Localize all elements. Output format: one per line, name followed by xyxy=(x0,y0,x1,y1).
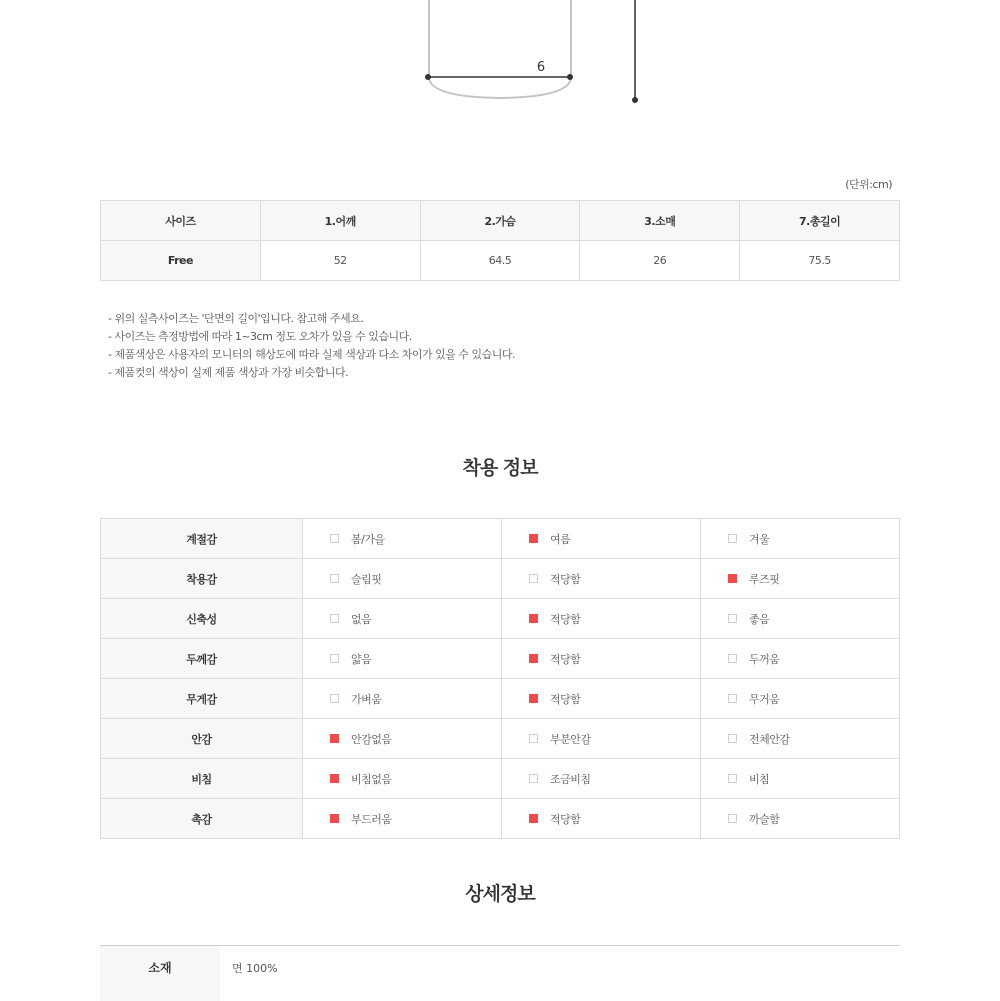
fit-option-label: 무거움 xyxy=(749,692,780,706)
fit-row xyxy=(101,799,900,839)
unchecked-box-icon xyxy=(529,774,538,783)
note-line: - 위의 실측사이즈는 '단면의 길이'입니다. 참고해 주세요. xyxy=(108,312,364,325)
fit-category-label: 두께감 xyxy=(101,639,303,679)
size-header-cell: 3.소매 xyxy=(580,201,740,241)
checked-box-icon xyxy=(529,814,538,823)
fit-option-label: 봄/가을 xyxy=(351,532,385,546)
fit-option-label: 적당함 xyxy=(550,812,581,826)
note-line: - 사이즈는 측정방법에 따라 1~3cm 정도 오차가 있을 수 있습니다. xyxy=(108,330,412,343)
fit-option-label: 적당함 xyxy=(550,652,581,666)
size-table-row xyxy=(101,241,900,281)
fit-info-title: 착용 정보 xyxy=(462,457,538,479)
fit-option xyxy=(701,599,900,639)
fit-option xyxy=(502,799,701,839)
unchecked-box-icon xyxy=(728,614,737,623)
note-line: - 제품색상은 사용자의 모니터의 해상도에 따라 실제 색상과 다소 차이가 있을 수 있습니다. xyxy=(108,348,515,361)
fit-option xyxy=(303,719,502,759)
size-name-cell: Free xyxy=(101,241,261,281)
fit-option-label: 좋음 xyxy=(749,612,770,626)
measure-label: 6 xyxy=(536,60,546,75)
unchecked-box-icon xyxy=(330,574,339,583)
garment-measure-diagram xyxy=(0,0,1000,110)
fit-category-label: 착용감 xyxy=(101,559,303,599)
fit-option-label: 적당함 xyxy=(550,612,581,626)
unchecked-box-icon xyxy=(330,614,339,623)
fit-row xyxy=(101,719,900,759)
checked-box-icon xyxy=(529,534,538,543)
unchecked-box-icon xyxy=(728,534,737,543)
size-table xyxy=(100,200,900,281)
detail-label-material: 소재 xyxy=(100,946,220,1001)
fit-option-label: 적당함 xyxy=(550,692,581,706)
fit-option xyxy=(701,639,900,679)
fit-option xyxy=(303,679,502,719)
fit-option-label: 비침없음 xyxy=(351,772,392,786)
checked-box-icon xyxy=(529,614,538,623)
fit-option xyxy=(701,759,900,799)
checked-box-icon xyxy=(330,814,339,823)
fit-option-label: 부분안감 xyxy=(550,732,591,746)
fit-option-label: 전체안감 xyxy=(749,732,790,746)
unchecked-box-icon xyxy=(330,654,339,663)
fit-option xyxy=(502,519,701,559)
fit-option-label: 루즈핏 xyxy=(749,572,780,586)
fit-category-label: 계절감 xyxy=(101,519,303,559)
fit-option-label: 얇음 xyxy=(351,652,372,666)
fit-row xyxy=(101,519,900,559)
fit-option xyxy=(303,519,502,559)
fit-option xyxy=(303,639,502,679)
checked-box-icon xyxy=(529,694,538,703)
size-header-cell: 1.어깨 xyxy=(260,201,420,241)
fit-option-label: 두꺼움 xyxy=(749,652,780,666)
fit-option-label: 겨울 xyxy=(749,532,770,546)
size-value-cell: 26 xyxy=(580,241,740,281)
fit-option-label: 없음 xyxy=(351,612,372,626)
unchecked-box-icon xyxy=(529,574,538,583)
measure-dot-left xyxy=(425,74,431,80)
unchecked-box-icon xyxy=(728,774,737,783)
detail-info-table xyxy=(100,945,900,1001)
checked-box-icon xyxy=(529,654,538,663)
fit-option xyxy=(701,559,900,599)
unchecked-box-icon xyxy=(728,734,737,743)
fit-option xyxy=(502,679,701,719)
size-notes xyxy=(108,310,515,382)
fit-option xyxy=(303,599,502,639)
fit-category-label: 신축성 xyxy=(101,599,303,639)
fit-option xyxy=(502,639,701,679)
fit-row xyxy=(101,559,900,599)
fit-option xyxy=(701,719,900,759)
size-header-cell: 2.가슴 xyxy=(420,201,580,241)
size-header-cell: 7.총길이 xyxy=(740,201,900,241)
fit-option-label: 슬림핏 xyxy=(351,572,382,586)
fit-category-label: 안감 xyxy=(101,719,303,759)
size-table-header xyxy=(101,201,900,241)
size-value-cell: 64.5 xyxy=(420,241,580,281)
fit-option-label: 적당함 xyxy=(550,572,581,586)
fit-option-label: 까슬함 xyxy=(749,812,780,826)
fit-info-table xyxy=(100,518,900,839)
detail-info-title: 상세정보 xyxy=(465,883,535,905)
size-header-cell: 사이즈 xyxy=(101,201,261,241)
fit-option xyxy=(701,519,900,559)
fit-option-label: 가벼움 xyxy=(351,692,382,706)
fit-category-label: 무게감 xyxy=(101,679,303,719)
fit-option xyxy=(701,679,900,719)
fit-option xyxy=(303,559,502,599)
unit-note: (단위:cm) xyxy=(845,178,892,191)
note-line: - 제품컷의 색상이 실제 제품 색상과 가장 비슷합니다. xyxy=(108,366,349,379)
size-value-cell: 75.5 xyxy=(740,241,900,281)
unchecked-box-icon xyxy=(330,534,339,543)
measure-dot-right xyxy=(567,74,573,80)
length-dot-bottom xyxy=(632,97,638,103)
fit-row xyxy=(101,759,900,799)
fit-option xyxy=(502,759,701,799)
fit-category-label: 비침 xyxy=(101,759,303,799)
fit-option-label: 안감없음 xyxy=(351,732,392,746)
fit-option xyxy=(701,799,900,839)
unchecked-box-icon xyxy=(529,734,538,743)
fit-option xyxy=(303,799,502,839)
fit-row xyxy=(101,599,900,639)
garment-outline xyxy=(429,0,571,98)
unchecked-box-icon xyxy=(728,814,737,823)
checked-box-icon xyxy=(330,774,339,783)
fit-row xyxy=(101,639,900,679)
size-value-cell: 52 xyxy=(260,241,420,281)
fit-option-label: 비침 xyxy=(749,772,770,786)
unchecked-box-icon xyxy=(728,654,737,663)
checked-box-icon xyxy=(728,574,737,583)
detail-value-material: 면 100% xyxy=(232,962,278,975)
unchecked-box-icon xyxy=(330,694,339,703)
fit-option xyxy=(502,559,701,599)
fit-option xyxy=(303,759,502,799)
checked-box-icon xyxy=(330,734,339,743)
fit-category-label: 촉감 xyxy=(101,799,303,839)
fit-option xyxy=(502,719,701,759)
fit-option-label: 조금비침 xyxy=(550,772,591,786)
fit-row xyxy=(101,679,900,719)
unchecked-box-icon xyxy=(728,694,737,703)
fit-option-label: 부드러움 xyxy=(351,812,392,826)
fit-option xyxy=(502,599,701,639)
fit-option-label: 여름 xyxy=(550,532,571,546)
